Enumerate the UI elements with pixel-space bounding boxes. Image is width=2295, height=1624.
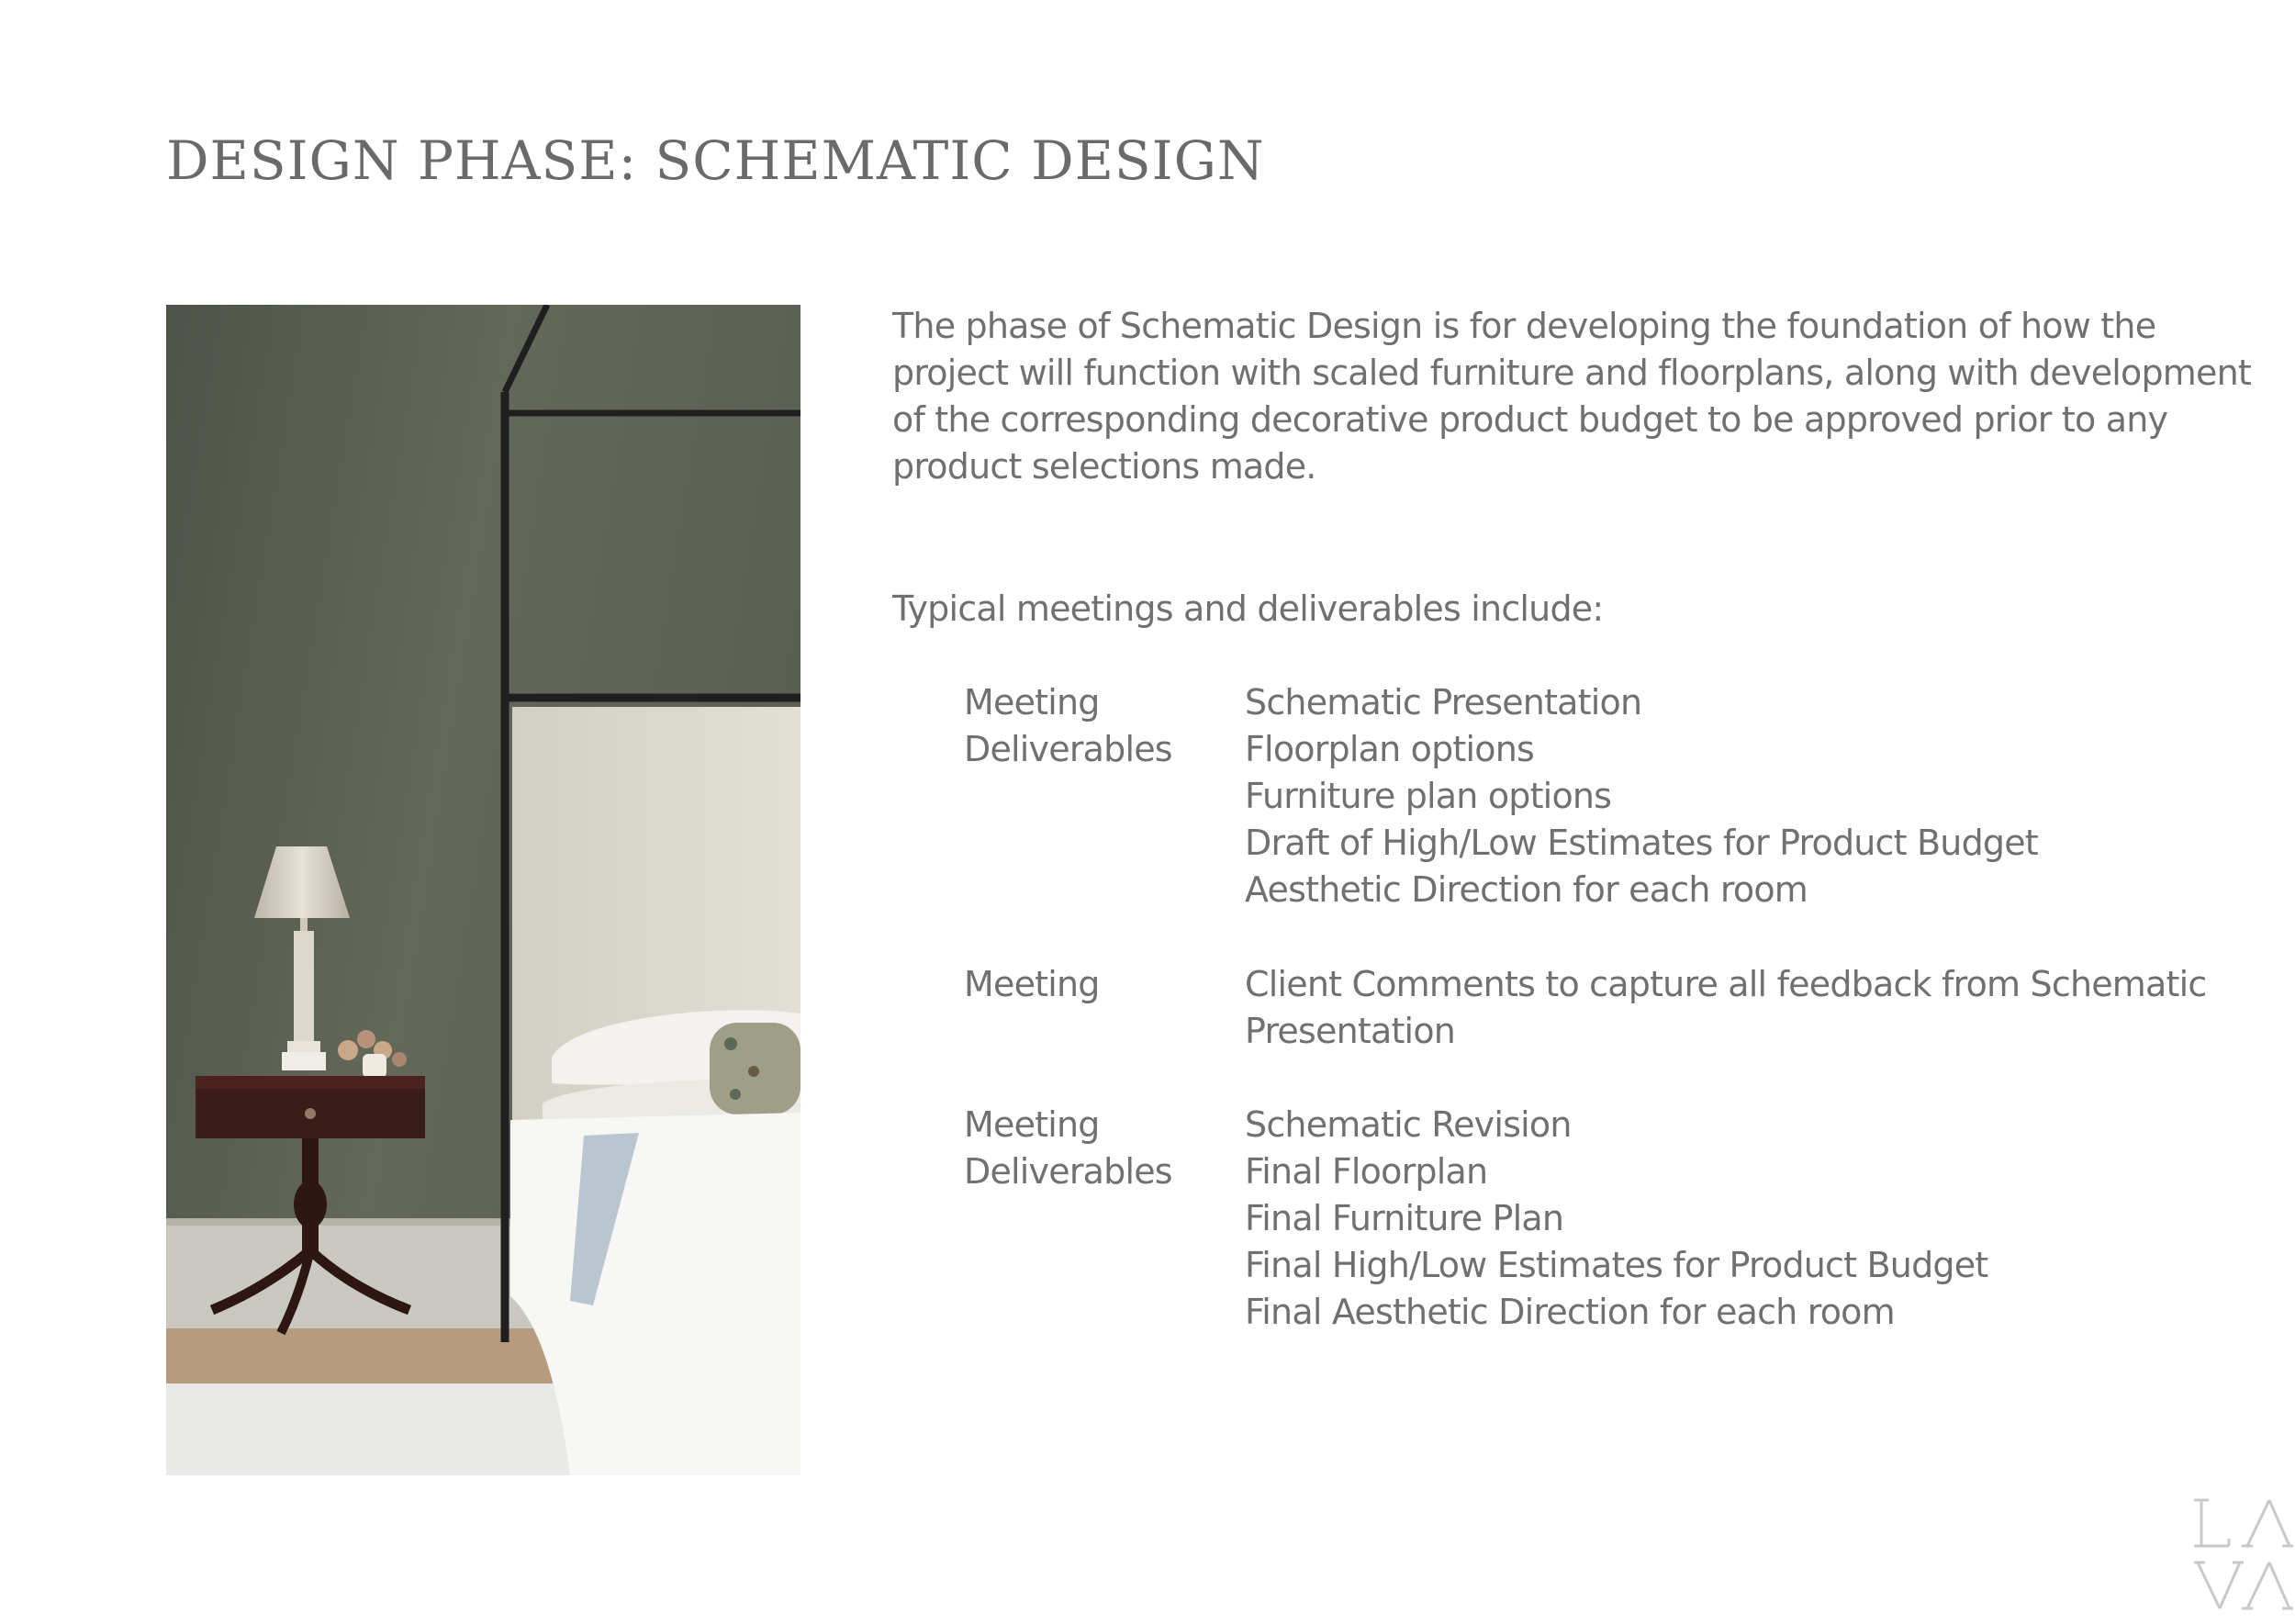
list-item: Client Comments to capture all feedback from Schematic Presentation xyxy=(1245,964,2207,1051)
page-title: DESIGN PHASE: SCHEMATIC DESIGN xyxy=(166,129,1265,192)
block-labels xyxy=(964,679,1239,773)
intro-paragraph: The phase of Schematic Design is for developing the foundation of how the project will function with scaled furniture and floorplans, along with development of the corresponding decorative product budget to be approved prior to any product selections made. xyxy=(892,306,2251,487)
block-labels xyxy=(964,1102,1239,1195)
block-items xyxy=(1245,1102,2277,1336)
label-meeting: Meeting xyxy=(964,682,1100,722)
label-meeting: Meeting xyxy=(964,964,1100,1004)
list-item: Final Furniture Plan xyxy=(1245,1198,1564,1238)
list-item: Schematic Revision xyxy=(1245,1104,1572,1145)
list-item: Final High/Low Estimates for Product Budget xyxy=(1245,1245,1988,1285)
deliverables-heading: Typical meetings and deliverables include: xyxy=(892,588,1604,629)
lava-logo xyxy=(2194,1496,2293,1612)
list-item: Furniture plan options xyxy=(1245,776,1612,816)
label-meeting: Meeting xyxy=(964,1104,1100,1145)
list-item: Final Floorplan xyxy=(1245,1151,1488,1192)
block-items xyxy=(1245,679,2277,913)
block-items xyxy=(1245,961,2277,1055)
list-item: Draft of High/Low Estimates for Product Budget xyxy=(1245,823,2038,863)
list-item: Schematic Presentation xyxy=(1245,682,1642,722)
list-item: Floorplan options xyxy=(1245,729,1535,769)
label-deliverables: Deliverables xyxy=(964,1151,1172,1192)
bedroom-photo xyxy=(166,305,800,1475)
list-item: Aesthetic Direction for each room xyxy=(1245,869,1808,910)
list-item: Final Aesthetic Direction for each room xyxy=(1245,1292,1895,1332)
block-labels xyxy=(964,961,1239,1008)
label-deliverables: Deliverables xyxy=(964,729,1172,769)
